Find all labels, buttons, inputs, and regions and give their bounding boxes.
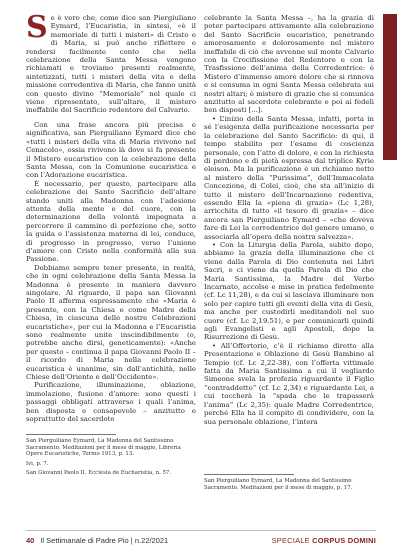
section-name: CORPUS DOMINI xyxy=(312,536,376,545)
footer-publication xyxy=(26,536,168,545)
drop-cap: S xyxy=(26,10,48,45)
article-paragraph: È necessario, per questo, partecipare alla celebrazione dei Santo Sacrificio dell’altare stando uniti alla Madonna con l’adesione attenta della mente e del cuore, con la determinazione della volontà impegnata a percorrere il cammino di perfezione che, sotto la guida e l’assistenza materna di lei, conduce, di progresso in progresso, verso l’unione d’amore con Cristo nella conformità alla sua Passione. xyxy=(26,179,196,264)
article-paragraph: Con una frase ancora più precisa e significativa, san Pierguiliano Eymard dice che «tutti i misteri della vita di Maria rivivono nel Cenacolo», ossia rivivono là dove si fa presente il Mistero eucaristico con la celebrazione della Santa Messa, con la Comunione eucaristica e con l’Adorazione eucaristica. xyxy=(26,120,196,180)
article-paragraph: celebrante la Santa Messa –, ha la grazia di poter partecipare attivamente alla celebrazione del Santo Sacrificio eucaristico, penetrando amorosamente e dolorosamente nel mistero ineffabile di ciò che avvenne sul monte Calvario con la Crocifissione del Redentore e con la Trasfissione dell’anima della Corredentrice: è Mistero d’immenso amore dolore che si rinnova e si consuma in ogni Santa Messa celebrata sui nostri altari; è mistero di grazie che si comunica anzitutto al sacerdote celebrante e poi ai fedeli ben disposti [...]. xyxy=(204,14,374,115)
article-paragraph: Dobbiamo sempre tener presente, in realtà, che in ogni celebrazione della Santa Messa la Madonna è presente in maniera davvero singolare. Al riguardo, il papa san Giovanni Paolo II afferma espressamente che «Maria è presente, con la Chiesa e come Madre della Chiesa, in ciascuna delle nostre Celebrazioni eucaristiche», per cui la Madonna e l’Eucaristia sono realmente unite inscindibilmente (o, potrebbe anche dirsi, geneticamente): «Anche per questo – continua il papa Giovanni Paolo II – il ricordo di Maria nella celebrazione eucaristica è unanime, sin dall’antichità, nelle Chiese dell’Oriente e dell’Occidente». xyxy=(26,263,196,382)
footnote-divider xyxy=(204,474,294,475)
footnote: San Pierguiliano Eymard, La Madonna del Santissimo Sacramento. Meditazioni per il mese di maggio, Libreria Opere Eucaristiche, Torino 1913, p. 13. xyxy=(26,438,181,458)
article-paragraph: Purificazione, illuminazione, oblazione, immolazione, fusione d’amore: sono questi i passaggi obbligati attraverso i quali l’anima, ben disposta e consapevole – anzitutto e soprattutto del sacerdote xyxy=(26,381,196,424)
footnotes-right xyxy=(204,474,374,494)
decorative-side-bar xyxy=(383,14,397,160)
footnote: San Pierguiliano Eymard, La Madonna del Santissimo Sacramento. Meditazioni per il mese di maggio, p. 17. xyxy=(204,478,353,491)
footnote: Ivi, p. 7. xyxy=(26,460,49,467)
article-paragraph: • L’inizio della Santa Messa, infatti, porta in sé l’esigenza della purificazione necessaria per la celebrazione del Santo Sacrificio: di qui, il tempo stabilito per l’esame di coscienza personale, con l’atto di dolore, e con la richiesta di perdono e di pietà espressa dal triplice Kyrie eleison. Ma la purificazione è un richiamo netto al mistero della “Purissima”, dell’Immacolata Concezione, di Colei, cioè, che sta all’inizio di tutto il mistero dell’Incarnazione redentiva, essendo Ella la «piena di grazia» (Lc 1,28), arricchita di tutto «il tesoro di grazia» – dice ancora san Pierguiliano Eymard – «che doveva fare di Lei la corredentrice del genere umano, e associarla all’opera della nostra salvezza». xyxy=(204,114,374,241)
article-paragraph: • All’Offertorio, c’è il richiamo diretto alla Presentazione e Oblazione di Gesù Bambino al Tempio (cf. Lc 2,22-38), con l’offerta vittimale fatta da Maria Santissima a cui il vegliardo Simeone svela la profezia riguardante il Figlio “contraddetto” (cf. Lc 2,34) e riguardante Lei, a cui toccherà la “spada che le trapasserà l’anima” (Lc 2,35): quale Madre Corredentrice, perché Ella ha il compito di condividere, con la sua personale oblazione, l’intera xyxy=(204,341,374,426)
footnote-divider xyxy=(26,434,116,435)
footnotes-left xyxy=(26,434,196,480)
article-column-left xyxy=(26,10,196,424)
footer-divider xyxy=(26,530,376,531)
page-number: 40 xyxy=(26,536,35,545)
footnote: San Giovanni Paolo II, Ecclesia de Eucharistia, n. 57. xyxy=(26,470,172,477)
article-column-right xyxy=(204,14,374,426)
publication-title: Il Settimanale di Padre Pio | n.22/2021 xyxy=(40,536,169,545)
article-paragraph: • Con la Liturgia della Parola, subito dopo, abbiamo la grazia della illuminazione che ci viene dalla Parola di Dio contenuta nei Libri Sacri, e ci viene da quella Parola di Dio che Maria Santissima, la Madre del Verbo Incarnato, accolse e mise in pratica fedelmente (cf. Lc 11,28), e da cui si lasciava illuminare non solo per capire tutti gli eventi della vita di Gesù, ma anche per custodirli meditandoli nel suo cuore (cf. Lc 2,19.51), e per comunicarli quindi agli Evangelisti e agli Apostoli, dopo la Risurrezione di Gesù. xyxy=(204,240,374,342)
section-prefix: SPECIALE xyxy=(271,536,313,545)
page-footer xyxy=(0,520,400,560)
section-label xyxy=(272,536,376,545)
article-paragraph: e è vero che, come dice san Piergiuliano Eymard, l’Eucaristia, in sintesi, «è il memoriale di tutti i misteri» di Cristo e di Maria, si può anche riflettere e rendersi facilmente conto che nella celebrazione della Santa Messa vengono richiamati e troviamo presenti realmente, sintetizzati, tutti i misteri della vita e della missione corredentiva di Maria, che fanno unità con questo divino “Memoriale” nel quale ci viene ripresentato, sull’altare, il mistero ineffabile del Sacrificio redentore del Calvario. xyxy=(26,14,196,115)
